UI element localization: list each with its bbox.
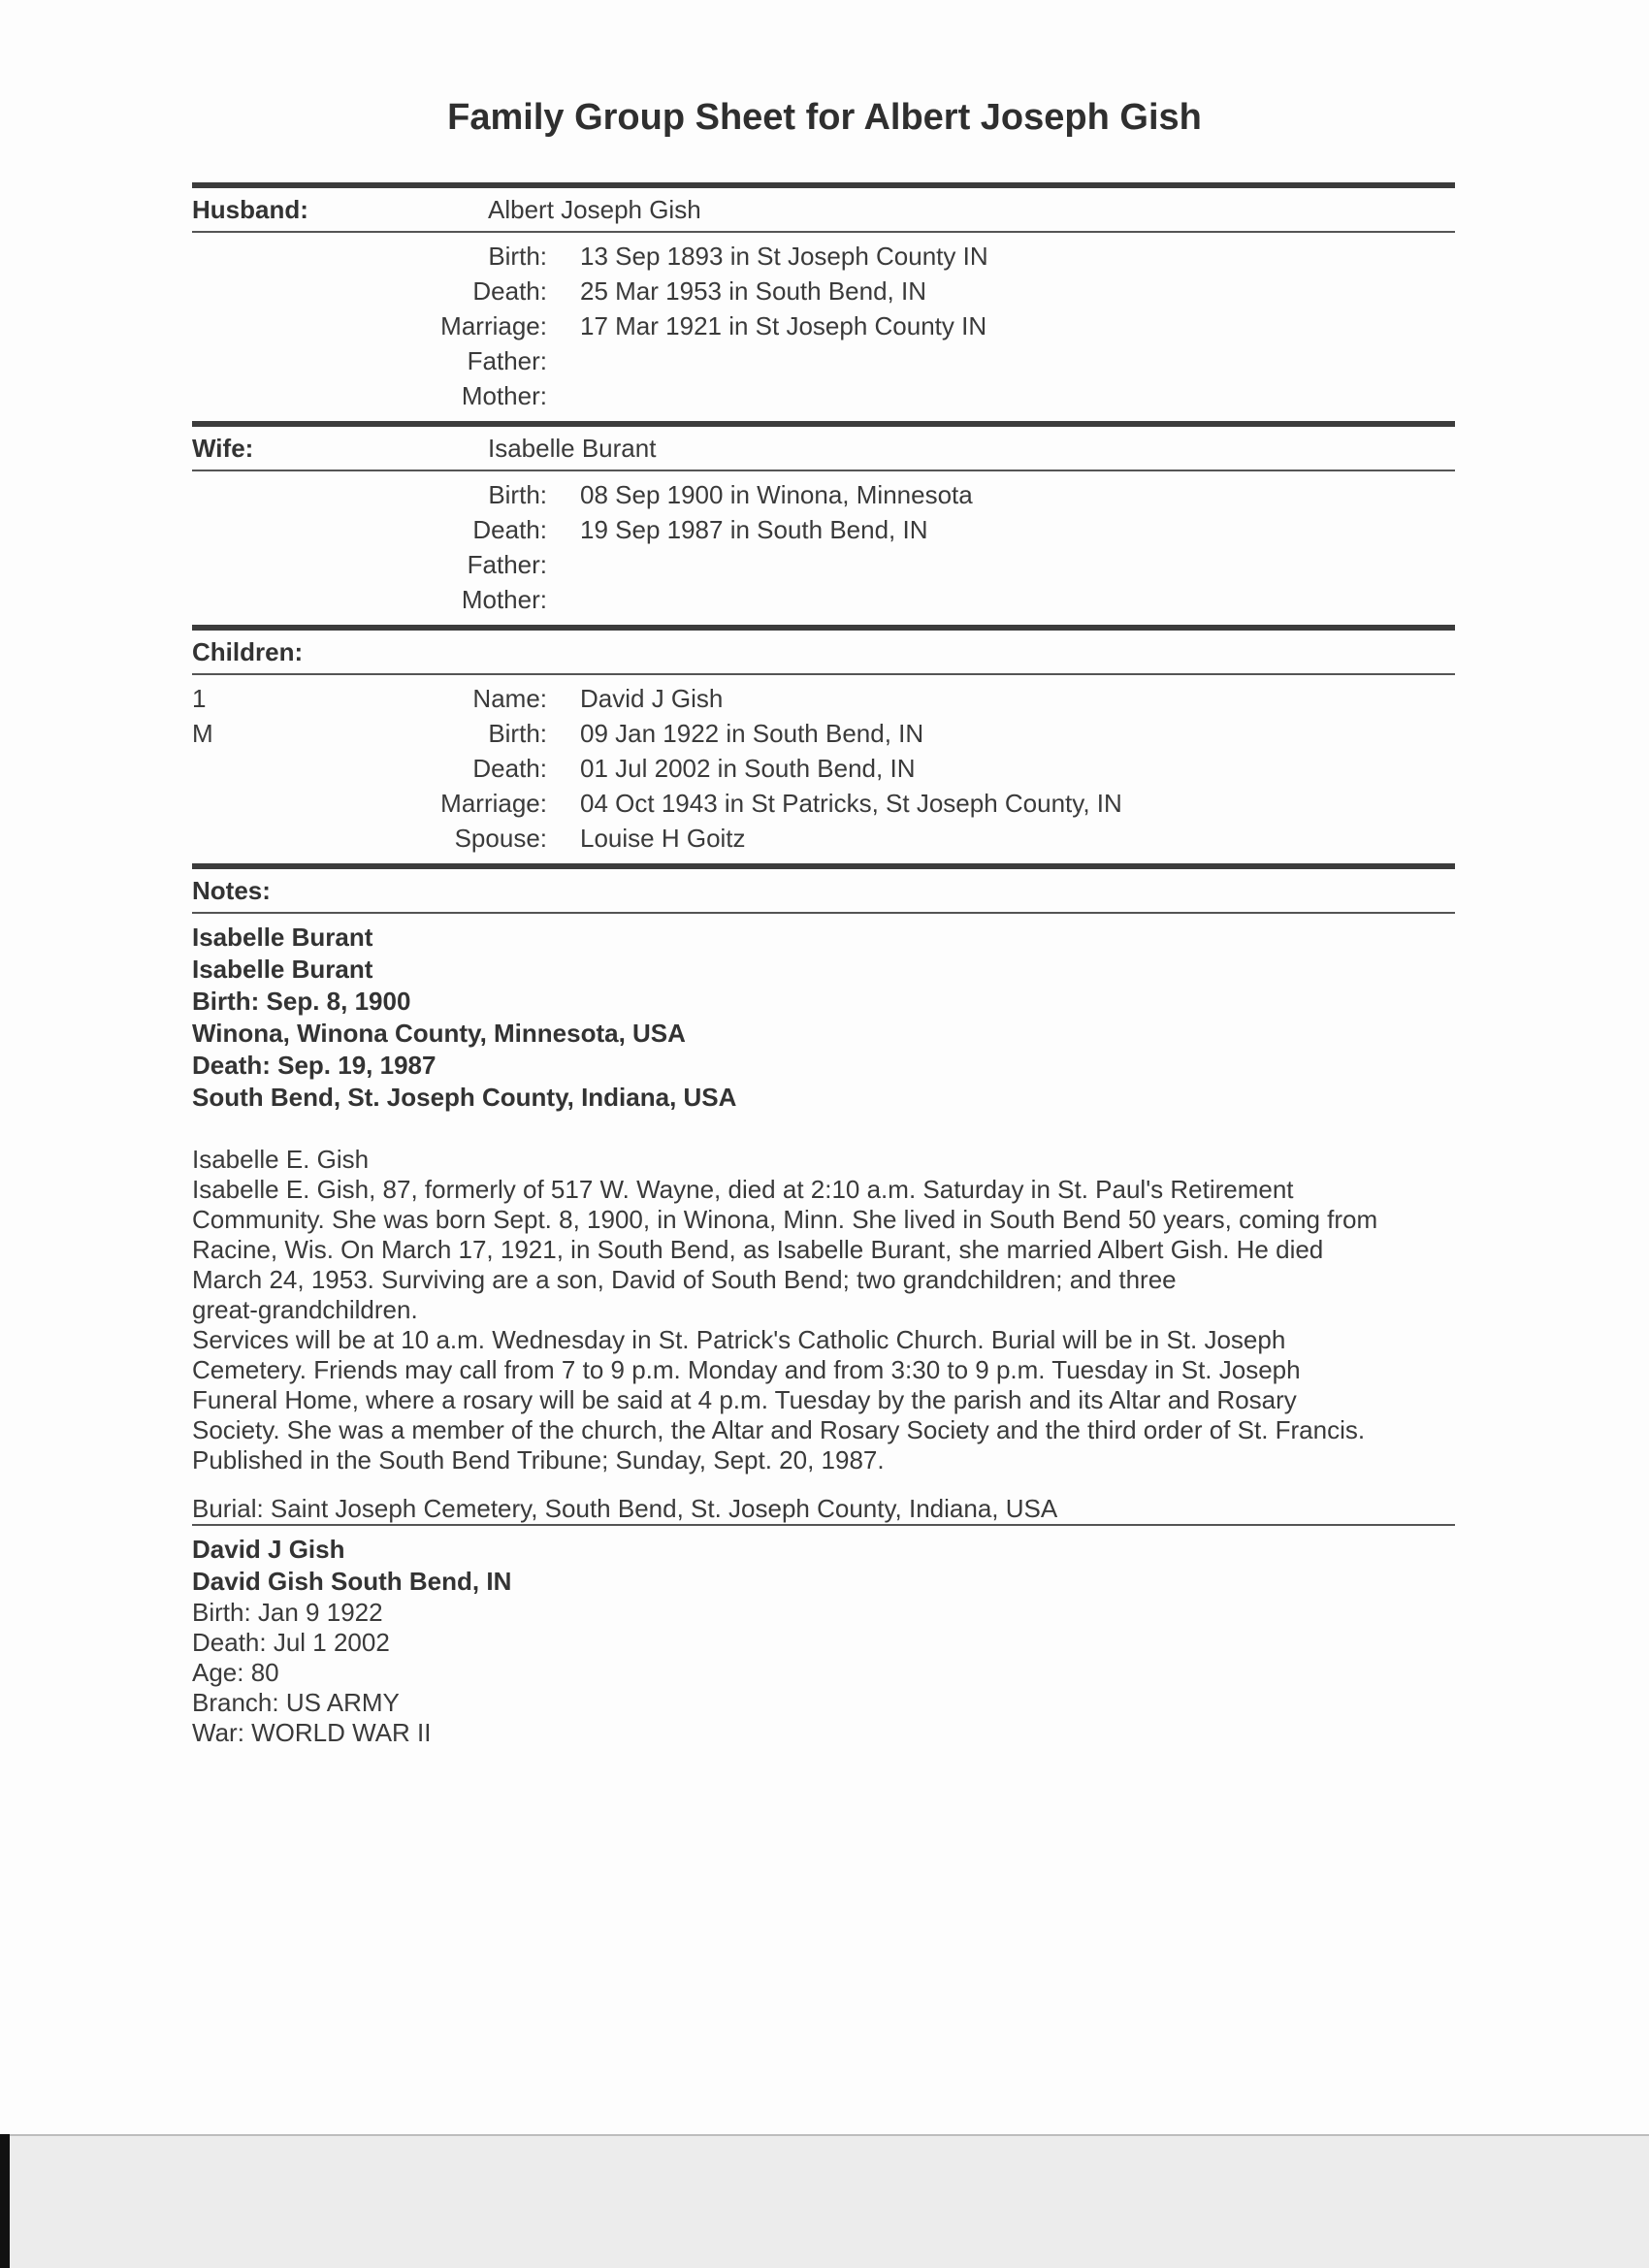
note-line: Death: Jul 1 2002: [192, 1628, 390, 1657]
fact-value: [580, 582, 1455, 617]
note-heading: David Gish South Bend, IN: [192, 1567, 512, 1596]
fact-value: Louise H Goitz: [580, 824, 746, 853]
notes-section-label: Notes:: [192, 876, 271, 905]
fact-row: [192, 751, 1455, 786]
husband-header: [192, 188, 1455, 231]
note-line: Birth: Jan 9 1922: [192, 1598, 383, 1627]
child-number: 1: [192, 684, 207, 713]
fact-row: [192, 308, 1455, 343]
fact-row: [192, 681, 1455, 716]
note-heading: Birth: Sep. 8, 1900: [192, 987, 411, 1016]
fact-label: Father:: [467, 346, 547, 375]
family-group-sheet: [192, 182, 1455, 1748]
wife-facts: [192, 471, 1455, 625]
isabelle-notes: [192, 914, 1455, 1524]
note-heading: David J Gish: [192, 1535, 345, 1564]
fact-row: [192, 512, 1455, 547]
child-facts: [192, 675, 1455, 863]
husband-facts: [192, 233, 1455, 421]
fact-label: Birth:: [488, 242, 547, 271]
fact-value: [580, 378, 1455, 413]
fact-label: Marriage:: [440, 311, 547, 340]
fact-value: 25 Mar 1953 in South Bend, IN: [580, 276, 927, 306]
burial-note: Burial: Saint Joseph Cemetery, South Bend, St. Joseph County, Indiana, USA: [192, 1494, 1058, 1523]
fact-value: 01 Jul 2002 in South Bend, IN: [580, 754, 916, 783]
page-title: Family Group Sheet for Albert Joseph Gish: [447, 97, 1202, 138]
child-sex: M: [192, 719, 213, 748]
wife-header: [192, 427, 1455, 470]
fact-label: Marriage:: [440, 789, 547, 818]
fact-row: [192, 343, 1455, 378]
fact-value: 08 Sep 1900 in Winona, Minnesota: [580, 480, 973, 509]
note-heading: Isabelle Burant: [192, 955, 373, 984]
notes-header: [192, 869, 1455, 912]
note-heading: South Bend, St. Joseph County, Indiana, USA: [192, 1083, 737, 1112]
fact-label: Birth:: [488, 719, 547, 748]
fact-row: [192, 821, 1455, 856]
fact-label: Death:: [472, 276, 547, 306]
fact-row: [192, 547, 1455, 582]
scan-background: [0, 2134, 1649, 2268]
fact-row: [192, 786, 1455, 821]
fact-label: Mother:: [461, 585, 547, 614]
note-heading: Death: Sep. 19, 1987: [192, 1051, 436, 1080]
fact-row: [192, 716, 1455, 751]
note-line: War: WORLD WAR II: [192, 1718, 432, 1747]
fact-row: [192, 582, 1455, 617]
note-heading: Winona, Winona County, Minnesota, USA: [192, 1019, 686, 1048]
fact-value: 19 Sep 1987 in South Bend, IN: [580, 515, 928, 544]
children-header: [192, 631, 1455, 673]
note-heading: Isabelle Burant: [192, 923, 373, 952]
note-line: Age: 80: [192, 1658, 279, 1687]
fact-value: 17 Mar 1921 in St Joseph County IN: [580, 311, 987, 340]
fact-row: [192, 477, 1455, 512]
fact-value: 04 Oct 1943 in St Patricks, St Joseph County, IN: [580, 789, 1122, 818]
fact-value: [580, 547, 1455, 582]
fact-label: Death:: [472, 515, 547, 544]
husband-section-label: Husband:: [192, 195, 308, 224]
fact-label: Mother:: [461, 381, 547, 410]
note-line: Branch: US ARMY: [192, 1688, 400, 1717]
fact-row: [192, 239, 1455, 274]
fact-value: David J Gish: [580, 684, 724, 713]
obituary-text: Isabelle E. Gish Isabelle E. Gish, 87, formerly of 517 W. Wayne, died at 2:10 a.m. Saturday in St. Paul's Retirement Community. She was born Sept. 8, 1900, in Winona, Minn. She lived in South Bend 50 years, coming from Racine, Wis. On March 17, 1921, in South Bend, as Isabelle Burant, she married Albert Gish. He died March 24, 1953. Surviving are a son, David of South Bend; two grandchildren; and three great-grandchildren. Services will be at 10 a.m. Wednesday in St. Patrick's Catholic Church. Burial will be in St. Joseph Cemetery. Friends may call from 7 to 9 p.m. Monday and from 3:30 to 9 p.m. Tuesday in St. Joseph Funeral Home, where a rosary will be said at 4 p.m. Tuesday by the parish and its Altar and Rosary Society. She was a member of the church, the Altar and Rosary Society and the third order of St. Francis. Published in the South Bend Tribune; Sunday, Sept. 20, 1987.: [192, 1145, 1378, 1474]
wife-section-label: Wife:: [192, 434, 254, 463]
fact-value: 13 Sep 1893 in St Joseph County IN: [580, 242, 988, 271]
fact-label: Death:: [472, 754, 547, 783]
scan-edge: [0, 2134, 10, 2268]
wife-name: Isabelle Burant: [488, 434, 657, 463]
fact-row: [192, 274, 1455, 308]
fact-value: 09 Jan 1922 in South Bend, IN: [580, 719, 924, 748]
fact-value: [580, 343, 1455, 378]
david-notes: [192, 1526, 1455, 1748]
children-section-label: Children:: [192, 637, 304, 666]
husband-name: Albert Joseph Gish: [488, 195, 701, 224]
fact-label: Spouse:: [454, 824, 547, 853]
fact-label: Birth:: [488, 480, 547, 509]
page-edge-line: [10, 2134, 1649, 2136]
fact-label: Name:: [472, 684, 547, 713]
fact-label: Father:: [467, 550, 547, 579]
fact-row: [192, 378, 1455, 413]
